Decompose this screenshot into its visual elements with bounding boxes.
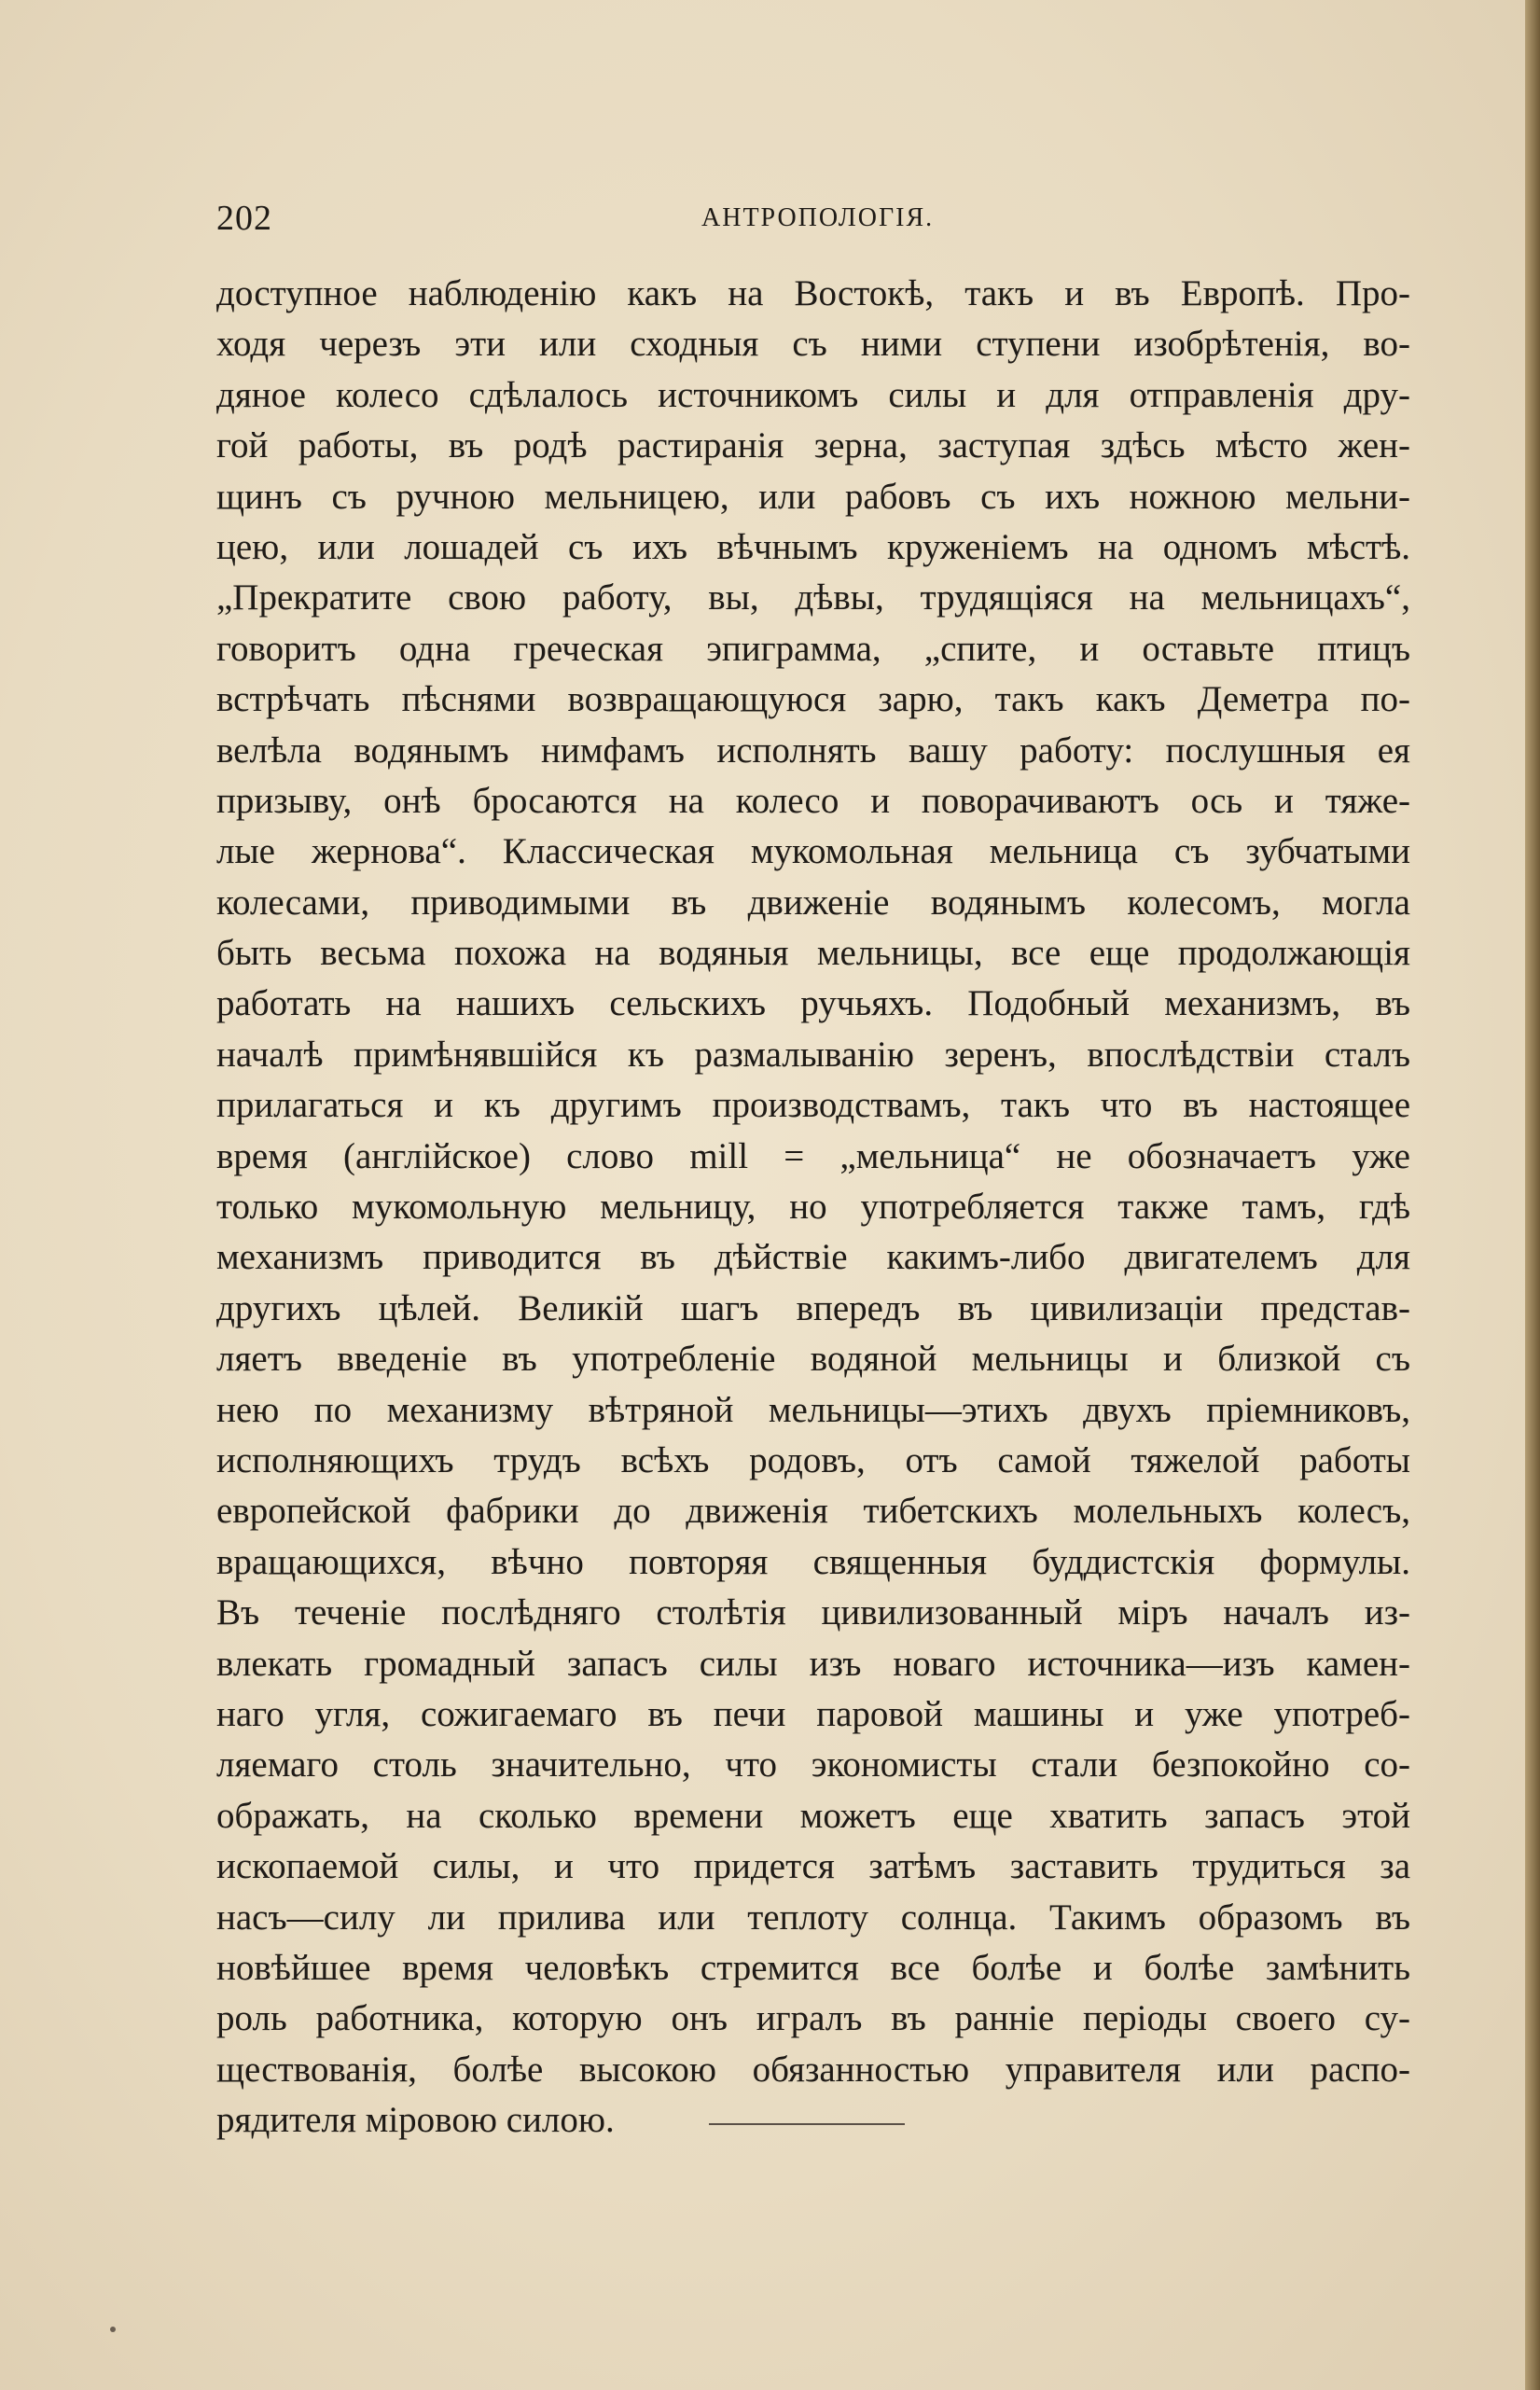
text-line: быть весьма похожа на водяныя мельницы, все еще продолжающія — [216, 933, 1410, 974]
text-line: работать на нашихъ сельскихъ ручьяхъ. Подобный механизмъ, въ — [216, 983, 1410, 1024]
text-line: новѣйшее время человѣкъ стремится все болѣе и болѣе замѣнить — [216, 1947, 1410, 1988]
text-line: наго угля, сожигаемаго въ печи паровой машины и уже употреб- — [216, 1693, 1410, 1734]
text-line: гой работы, въ родѣ растиранія зерна, заступая здѣсь мѣсто жен- — [216, 425, 1410, 466]
text-line: доступное наблюденію какъ на Востокѣ, такъ и въ Европѣ. Про- — [216, 273, 1410, 313]
text-line: время (англійское) слово mill = „мельница“ не обозначаетъ уже — [216, 1135, 1410, 1176]
text-line-last: рядителя міровою силою. — [216, 2100, 615, 2141]
text-line: влекать громадный запасъ силы изъ новаго источника—изъ камен- — [216, 1643, 1410, 1684]
text-line: началѣ примѣнявшійся къ размалыванію зеренъ, впослѣдствіи сталъ — [216, 1034, 1410, 1075]
text-line: дяное колесо сдѣлалось источникомъ силы и для отправленія дру- — [216, 374, 1410, 415]
text-line: говоритъ одна греческая эпиграмма, „спите, и оставьте птицъ — [216, 628, 1410, 669]
ink-speck — [110, 2327, 116, 2332]
text-line: ображать, на сколько времени можетъ еще хватить запасъ этой — [216, 1795, 1410, 1836]
text-line: исполняющихъ трудъ всѣхъ родовъ, отъ самой тяжелой работы — [216, 1439, 1410, 1480]
text-line: Въ теченіе послѣдняго столѣтія цивилизованный міръ началъ из- — [216, 1592, 1410, 1633]
text-line: встрѣчать пѣснями возвращающуюся зарю, такъ какъ Деметра по- — [216, 679, 1410, 720]
text-line: европейской фабрики до движенія тибетскихъ молельныхъ колесъ, — [216, 1491, 1410, 1532]
text-line: нею по механизму вѣтряной мельницы—этихъ двухъ пріемниковъ, — [216, 1389, 1410, 1430]
text-line: другихъ цѣлей. Великій шагъ впередъ въ цивилизаціи представ- — [216, 1287, 1410, 1328]
page-number: 202 — [216, 199, 272, 238]
text-line: вращающихся, вѣчно повторяя священныя буддистскія формулы. — [216, 1541, 1410, 1582]
body-text — [216, 269, 1410, 2146]
text-line: „Прекратите свою работу, вы, дѣвы, трудящіяся на мельницахъ“, — [216, 577, 1410, 618]
text-line: ходя черезъ эти или сходныя съ ними ступени изобрѣтенія, во- — [216, 324, 1410, 365]
text-line: лые жернова“. Классическая мукомольная мельница съ зубчатыми — [216, 831, 1410, 872]
text-line: ляемаго столь значительно, что экономисты стали безпокойно со- — [216, 1744, 1410, 1786]
end-rule — [709, 2123, 905, 2125]
text-line: цею, или лошадей съ ихъ вѣчнымъ круженіемъ на одномъ мѣстѣ. — [216, 526, 1410, 567]
text-line: механизмъ приводится въ дѣйствіе какимъ-либо двигателемъ для — [216, 1237, 1410, 1278]
text-line: прилагаться и къ другимъ производствамъ, такъ что въ настоящее — [216, 1085, 1410, 1126]
text-line: только мукомольную мельницу, но употребляется также тамъ, гдѣ — [216, 1187, 1410, 1228]
text-line: щинъ съ ручною мельницею, или рабовъ съ ихъ ножною мельни- — [216, 476, 1410, 517]
text-line: призыву, онѣ бросаются на колесо и поворачиваютъ ось и тяже- — [216, 780, 1410, 821]
text-line: ископаемой силы, и что придется затѣмъ заставить трудиться за — [216, 1846, 1410, 1887]
page-binding-edge — [1525, 0, 1540, 2390]
text-line: роль работника, которую онъ игралъ въ ранніе періоды своего су- — [216, 1998, 1410, 2039]
running-title: АНТРОПОЛОГІЯ. — [701, 203, 935, 232]
page-header — [216, 198, 1410, 244]
text-line: ляетъ введеніе въ употребленіе водяной мельницы и близкой съ — [216, 1339, 1410, 1380]
text-line: ществованія, болѣе высокою обязанностью управителя или распо- — [216, 2049, 1410, 2090]
text-line: насъ—силу ли прилива или теплоту солнца. Такимъ образомъ въ — [216, 1897, 1410, 1938]
text-line: велѣла водянымъ нимфамъ исполнять вашу работу: послушныя ея — [216, 730, 1410, 771]
text-line: колесами, приводимыми въ движеніе водянымъ колесомъ, могла — [216, 882, 1410, 923]
